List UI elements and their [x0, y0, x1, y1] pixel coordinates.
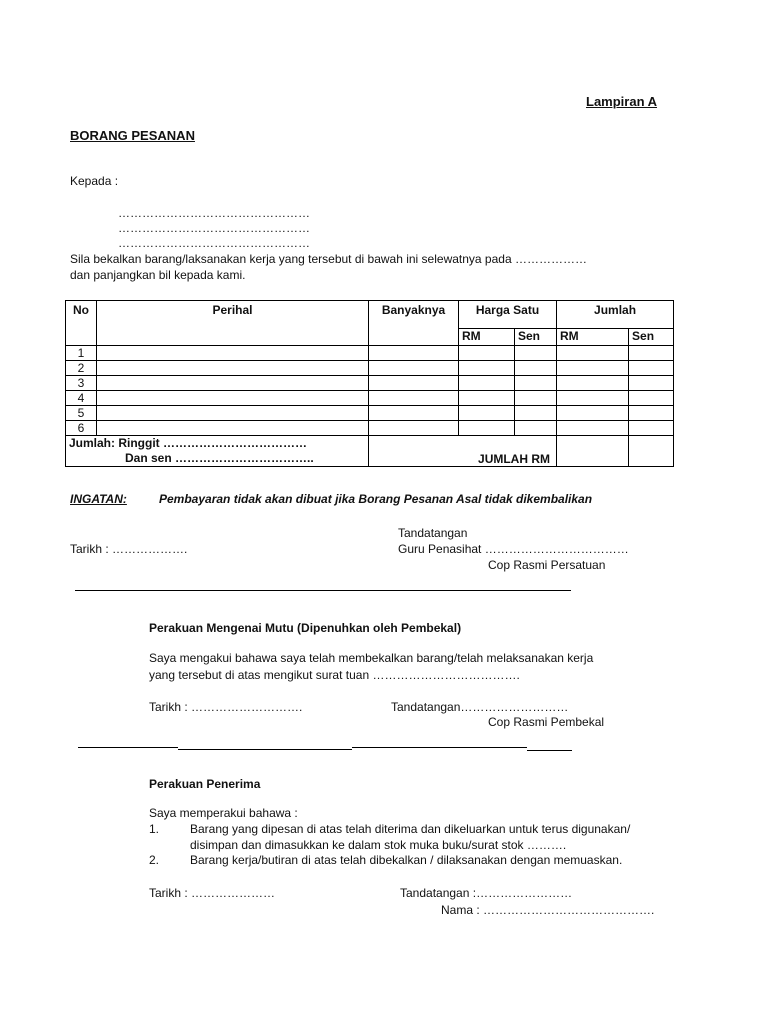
harga-sen-cell[interactable] — [515, 406, 557, 421]
table-row — [66, 391, 674, 406]
receiver-item-1-line-1: Barang yang dipesan di atas telah diterima dan dikeluarkan untuk terus digunakan/ — [190, 822, 631, 836]
receiver-intro: Saya memperakui bahawa : — [149, 806, 298, 820]
receiver-item-1-line-2: disimpan dan dimasukkan ke dalam stok muka buku/surat stok ………. — [190, 838, 567, 852]
receiver-item-2-num: 2. — [149, 853, 160, 867]
supplier-line-2: yang tersebut di atas mengikut surat tuan ………………………………. — [149, 668, 520, 682]
supplier-tarikh[interactable]: Tarikh : ………………………. — [149, 700, 303, 714]
total-words-cell[interactable] — [66, 436, 369, 467]
banyaknya-cell[interactable] — [369, 376, 459, 391]
guru-penasihat-field[interactable]: Guru Penasihat ……………………………… — [398, 542, 629, 556]
header-banyaknya: Banyaknya — [369, 301, 459, 346]
tarikh-field[interactable]: Tarikh : ………………. — [70, 542, 188, 556]
form-title: BORANG PESANAN — [70, 128, 195, 143]
row-number: 3 — [66, 376, 97, 391]
harga-sen-cell[interactable] — [515, 391, 557, 406]
harga-rm-cell[interactable] — [459, 376, 515, 391]
banyaknya-cell[interactable] — [369, 391, 459, 406]
kepada-line-1[interactable]: ………………………………………… — [118, 206, 310, 220]
perihal-cell[interactable] — [97, 406, 369, 421]
header-harga-satu: Harga Satu — [459, 301, 557, 329]
table-row — [66, 406, 674, 421]
cop-pembekal: Cop Rasmi Pembekal — [488, 715, 605, 729]
jumlah-rm-label: JUMLAH RM — [369, 436, 557, 467]
jumlah-sen-cell[interactable] — [629, 346, 674, 361]
header-harga-rm: RM — [459, 329, 515, 346]
kepada-line-2[interactable]: ………………………………………… — [118, 221, 310, 235]
instruction-line-2: dan panjangkan bil kepada kami. — [70, 268, 246, 282]
receiver-item-2-line-1: Barang kerja/butiran di atas telah dibekalkan / dilaksanakan dengan memuaskan. — [190, 853, 623, 867]
harga-rm-cell[interactable] — [459, 421, 515, 436]
harga-rm-cell[interactable] — [459, 361, 515, 376]
jumlah-rm-cell[interactable] — [557, 391, 629, 406]
ingatan-label: INGATAN: — [70, 492, 127, 506]
row-number: 4 — [66, 391, 97, 406]
perihal-cell[interactable] — [97, 346, 369, 361]
harga-rm-cell[interactable] — [459, 391, 515, 406]
table-row — [66, 421, 674, 436]
banyaknya-cell[interactable] — [369, 361, 459, 376]
banyaknya-cell[interactable] — [369, 421, 459, 436]
grand-total-rm-cell[interactable] — [557, 436, 629, 467]
receiver-title: Perakuan Penerima — [149, 777, 261, 791]
table-row — [66, 376, 674, 391]
order-table — [65, 300, 674, 467]
banyaknya-cell[interactable] — [369, 346, 459, 361]
divider-line — [527, 750, 572, 751]
divider-line — [75, 590, 571, 591]
jumlah-sen-cell[interactable] — [629, 406, 674, 421]
harga-sen-cell[interactable] — [515, 361, 557, 376]
banyaknya-cell[interactable] — [369, 406, 459, 421]
ingatan-text: Pembayaran tidak akan dibuat jika Borang Pesanan Asal tidak dikembalikan — [159, 492, 593, 506]
harga-sen-cell[interactable] — [515, 421, 557, 436]
receiver-nama[interactable]: Nama : ……………………………………. — [441, 903, 655, 917]
total-ringgit: Jumlah: Ringgit ……………………………… — [69, 436, 307, 450]
header-perihal: Perihal — [97, 301, 369, 346]
harga-rm-cell[interactable] — [459, 346, 515, 361]
harga-rm-cell[interactable] — [459, 406, 515, 421]
grand-total-sen-cell[interactable] — [629, 436, 674, 467]
jumlah-rm-cell[interactable] — [557, 421, 629, 436]
row-number: 2 — [66, 361, 97, 376]
total-sen: Dan sen …………………………….. — [125, 451, 314, 465]
jumlah-sen-cell[interactable] — [629, 376, 674, 391]
receiver-tarikh[interactable]: Tarikh : ………………… — [149, 886, 276, 900]
kepada-label: Kepada : — [70, 174, 119, 188]
kepada-line-3[interactable]: ………………………………………… — [118, 236, 310, 250]
header-jumlah-rm: RM — [557, 329, 629, 346]
divider-line — [352, 747, 527, 748]
receiver-item-1-num: 1. — [149, 822, 160, 836]
table-row — [66, 346, 674, 361]
total-row — [66, 436, 674, 467]
harga-sen-cell[interactable] — [515, 376, 557, 391]
instruction-line-1: Sila bekalkan barang/laksanakan kerja yang tersebut di bawah ini selewatnya pada ……………… — [70, 252, 587, 266]
harga-sen-cell[interactable] — [515, 346, 557, 361]
supplier-tandatangan[interactable]: Tandatangan……………………… — [391, 700, 569, 714]
jumlah-rm-cell[interactable] — [557, 361, 629, 376]
perihal-cell[interactable] — [97, 421, 369, 436]
jumlah-sen-cell[interactable] — [629, 391, 674, 406]
jumlah-rm-cell[interactable] — [557, 406, 629, 421]
header-jumlah: Jumlah — [557, 301, 674, 329]
receiver-tandatangan[interactable]: Tandatangan :…………………… — [400, 886, 573, 900]
lampiran-label: Lampiran A — [586, 94, 658, 109]
header-harga-sen: Sen — [515, 329, 557, 346]
row-number: 1 — [66, 346, 97, 361]
perihal-cell[interactable] — [97, 391, 369, 406]
jumlah-sen-cell[interactable] — [629, 361, 674, 376]
supplier-line-1: Saya mengakui bahawa saya telah membekalkan barang/telah melaksanakan kerja — [149, 651, 594, 665]
perihal-cell[interactable] — [97, 361, 369, 376]
perihal-cell[interactable] — [97, 376, 369, 391]
jumlah-rm-cell[interactable] — [557, 376, 629, 391]
header-no: No — [66, 301, 97, 346]
divider-line — [178, 749, 352, 750]
supplier-title: Perakuan Mengenai Mutu (Dipenuhkan oleh Pembekal) — [149, 621, 462, 635]
jumlah-rm-cell[interactable] — [557, 346, 629, 361]
row-number: 5 — [66, 406, 97, 421]
cop-persatuan: Cop Rasmi Persatuan — [488, 558, 606, 572]
tandatangan-label: Tandatangan — [398, 526, 468, 540]
row-number: 6 — [66, 421, 97, 436]
jumlah-sen-cell[interactable] — [629, 421, 674, 436]
table-row — [66, 361, 674, 376]
divider-line — [78, 747, 178, 748]
header-jumlah-sen: Sen — [629, 329, 674, 346]
